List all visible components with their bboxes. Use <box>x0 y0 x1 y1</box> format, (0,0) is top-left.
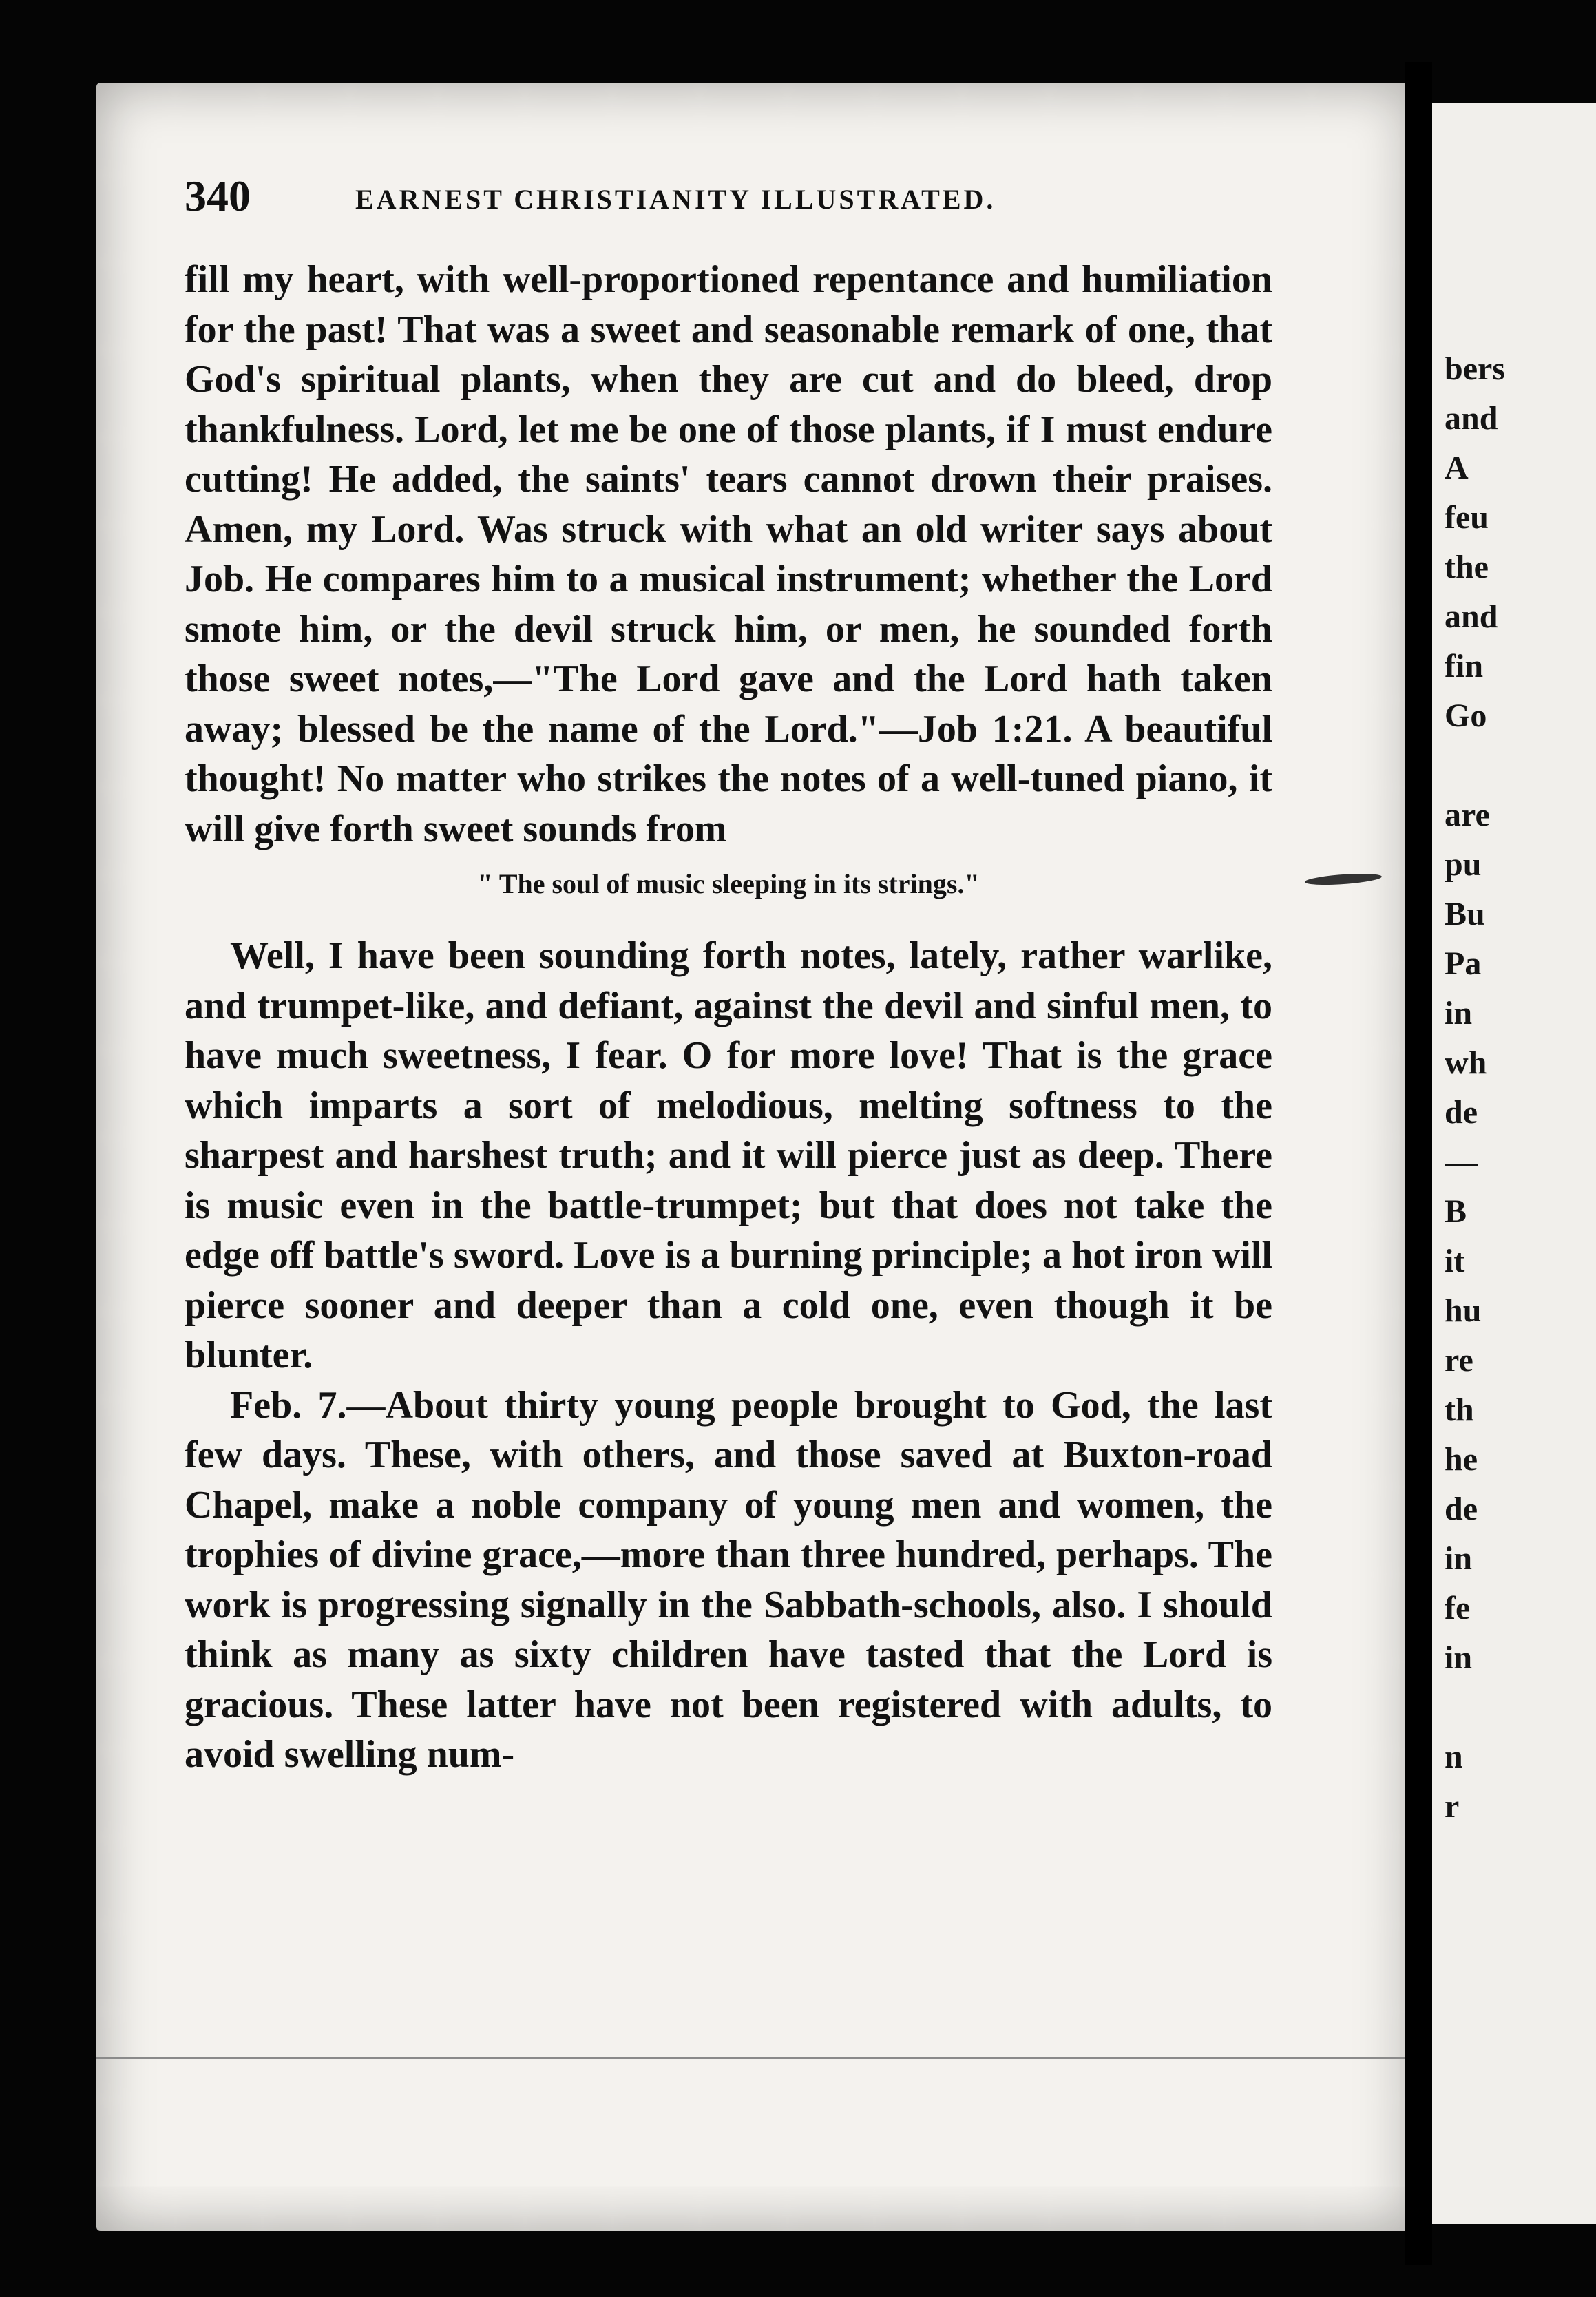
adjacent-page-line: the <box>1445 549 1489 585</box>
adjacent-page-line: in <box>1445 1639 1473 1676</box>
paragraph-3: Feb. 7.—About thirty young people brought to God, the last few days. These, with others, and those saved at Buxton-road Chapel, make a noble company of young men and women, the trophies of divine grace,—more than three hundred, perhaps. The work is progressing signally in the Sabbath-schools, also. I should think as many as sixty children have tasted that the Lord is gracious. These latter have not been registered with adults, to avoid swelling num- <box>185 1383 1272 1776</box>
running-title: EARNEST CHRISTIANITY ILLUSTRATED. <box>355 184 996 215</box>
adjacent-page-line: wh <box>1445 1045 1487 1081</box>
adjacent-page-line: hu <box>1445 1292 1482 1329</box>
adjacent-page-line <box>1445 1683 1596 1732</box>
page-number: 340 <box>185 171 251 220</box>
adjacent-page-line: pu <box>1445 846 1482 883</box>
adjacent-page-line: re <box>1445 1342 1473 1378</box>
adjacent-page-line: de <box>1445 1491 1478 1527</box>
adjacent-page-line: bers <box>1445 350 1505 387</box>
adjacent-page-line: fe <box>1445 1590 1471 1626</box>
adjacent-page-line: Go <box>1445 698 1487 734</box>
adjacent-page-line: in <box>1445 1540 1473 1577</box>
adjacent-page-line: Pa <box>1445 945 1482 982</box>
adjacent-page-line: fin <box>1445 648 1484 684</box>
adjacent-page-line: Bu <box>1445 896 1485 932</box>
adjacent-page-line: th <box>1445 1392 1474 1428</box>
adjacent-page-line <box>1445 741 1596 790</box>
block-quote: " The soul of music sleeping in its strings." <box>477 868 980 899</box>
adjacent-page-line: and <box>1445 598 1498 635</box>
adjacent-page-line: are <box>1445 797 1490 833</box>
adjacent-page-line: feu <box>1445 499 1489 536</box>
paragraph-1: fill my heart, with well-proportioned repentance and humiliation for the past! That was a sweet and seasonable remark of one, that God's spiritual plants, when they are cut and do bleed, drop thankfulness. Lord, let me be one of those plants, if I must endure cutting! He added, the saints' tears cannot drown their praises. Amen, my Lord. Was struck with what an old writer says about Job. He compares him to a musical instrument; whether the Lord smote him, or the devil struck him, or men, he sounded forth those sweet notes,—"The Lord gave and the Lord hath taken away; blessed be the name of the Lord."—Job 1:21. A beautiful thought! No matter who strikes the notes of a well-tuned piano, it will give forth sweet sounds from <box>185 258 1272 850</box>
adjacent-page-text <box>1445 344 1596 1832</box>
adjacent-page-line: and <box>1445 400 1498 437</box>
page-header <box>185 171 1272 233</box>
adjacent-page-line: A <box>1445 450 1469 486</box>
adjacent-page-line: de <box>1445 1094 1478 1131</box>
scan-rule <box>96 2057 1413 2059</box>
adjacent-page-line: r <box>1445 1788 1460 1825</box>
adjacent-page-line: it <box>1445 1243 1465 1279</box>
adjacent-page-line: in <box>1445 995 1473 1031</box>
body-text <box>185 255 1272 1780</box>
adjacent-page-line: he <box>1445 1441 1478 1478</box>
book-gutter <box>1405 62 1432 2265</box>
adjacent-page-line: n <box>1445 1739 1463 1775</box>
adjacent-page-line: B <box>1445 1193 1467 1230</box>
paragraph-2: Well, I have been sounding forth notes, lately, rather warlike, and trumpet-like, and defiant, against the devil and sinful men, to have much sweetness, I fear. O for more love! That is the grace which imparts a sort of melodious, melting softness to the sharpest and harshest truth; and it will pierce just as deep. There is music even in the battle-trumpet; but that does not take the edge off battle's sword. Love is a burning principle; a hot iron will pierce sooner and deeper than a cold one, even though it be blunter. <box>185 934 1272 1376</box>
adjacent-page-line: — <box>1445 1144 1478 1180</box>
